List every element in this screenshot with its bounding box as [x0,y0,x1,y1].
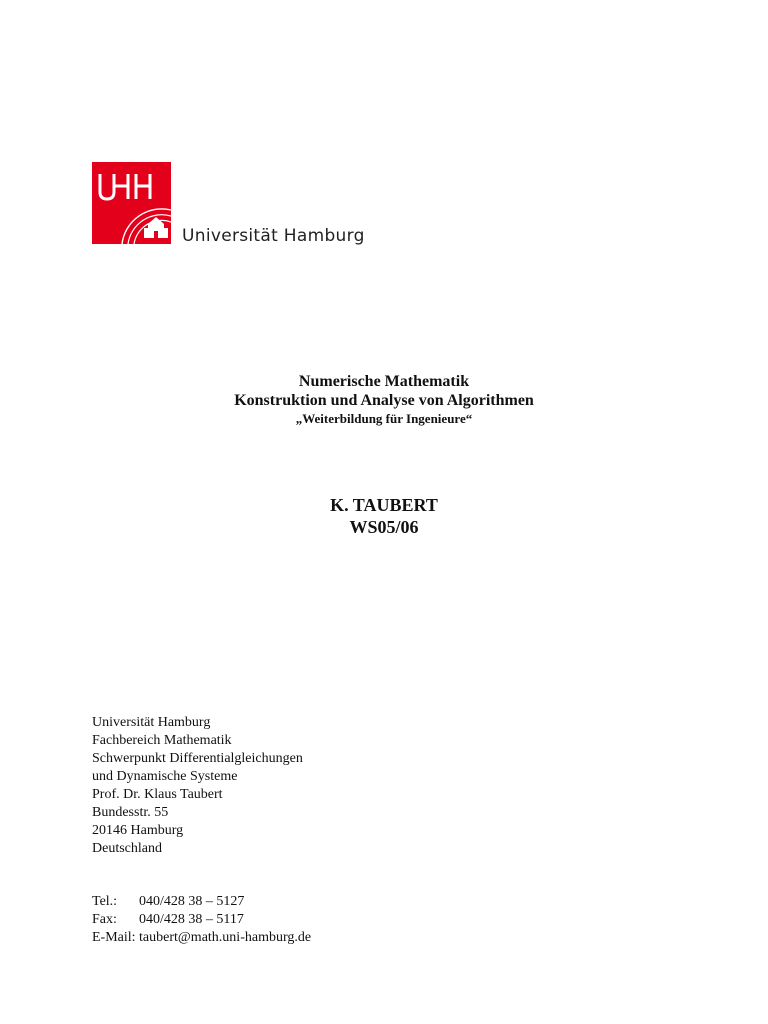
postal-address [92,714,303,858]
contact-block [92,893,311,947]
author-name: K. TAUBERT [330,495,438,515]
email-label: E-Mail: [92,930,136,945]
university-logo [92,162,382,252]
email-address[interactable]: taubert@math.uni-hamburg.de [139,930,312,945]
course-title: Numerische Mathematik [298,373,470,390]
address-line: Fachbereich Mathematik [92,733,232,748]
course-audience: „Weiterbildung für Ingenieure“ [295,411,473,426]
university-name-wordmark: Universität Hamburg [182,226,365,246]
semester: WS05/06 [349,517,419,537]
fax-number: 040/428 38 – 5117 [139,912,244,927]
address-line: Deutschland [92,841,162,856]
fax-row [92,911,311,929]
phone-row [92,893,311,911]
author-block [0,494,768,538]
uhh-seal-icon [92,162,171,244]
fax-label: Fax: [92,912,117,927]
address-line: 20146 Hamburg [92,823,184,838]
title-block [0,372,768,427]
address-line: Schwerpunkt Differentialgleichungen [92,751,303,766]
address-line: Universität Hamburg [92,715,211,730]
phone-number: 040/428 38 – 5127 [139,894,245,909]
email-row [92,929,311,947]
address-line: und Dynamische Systeme [92,769,238,784]
course-subtitle: Konstruktion und Analyse von Algorithmen [234,392,534,409]
address-line: Bundesstr. 55 [92,805,169,820]
address-line: Prof. Dr. Klaus Taubert [92,787,223,802]
uhh-logo-mark [92,162,171,244]
phone-label: Tel.: [92,894,118,909]
